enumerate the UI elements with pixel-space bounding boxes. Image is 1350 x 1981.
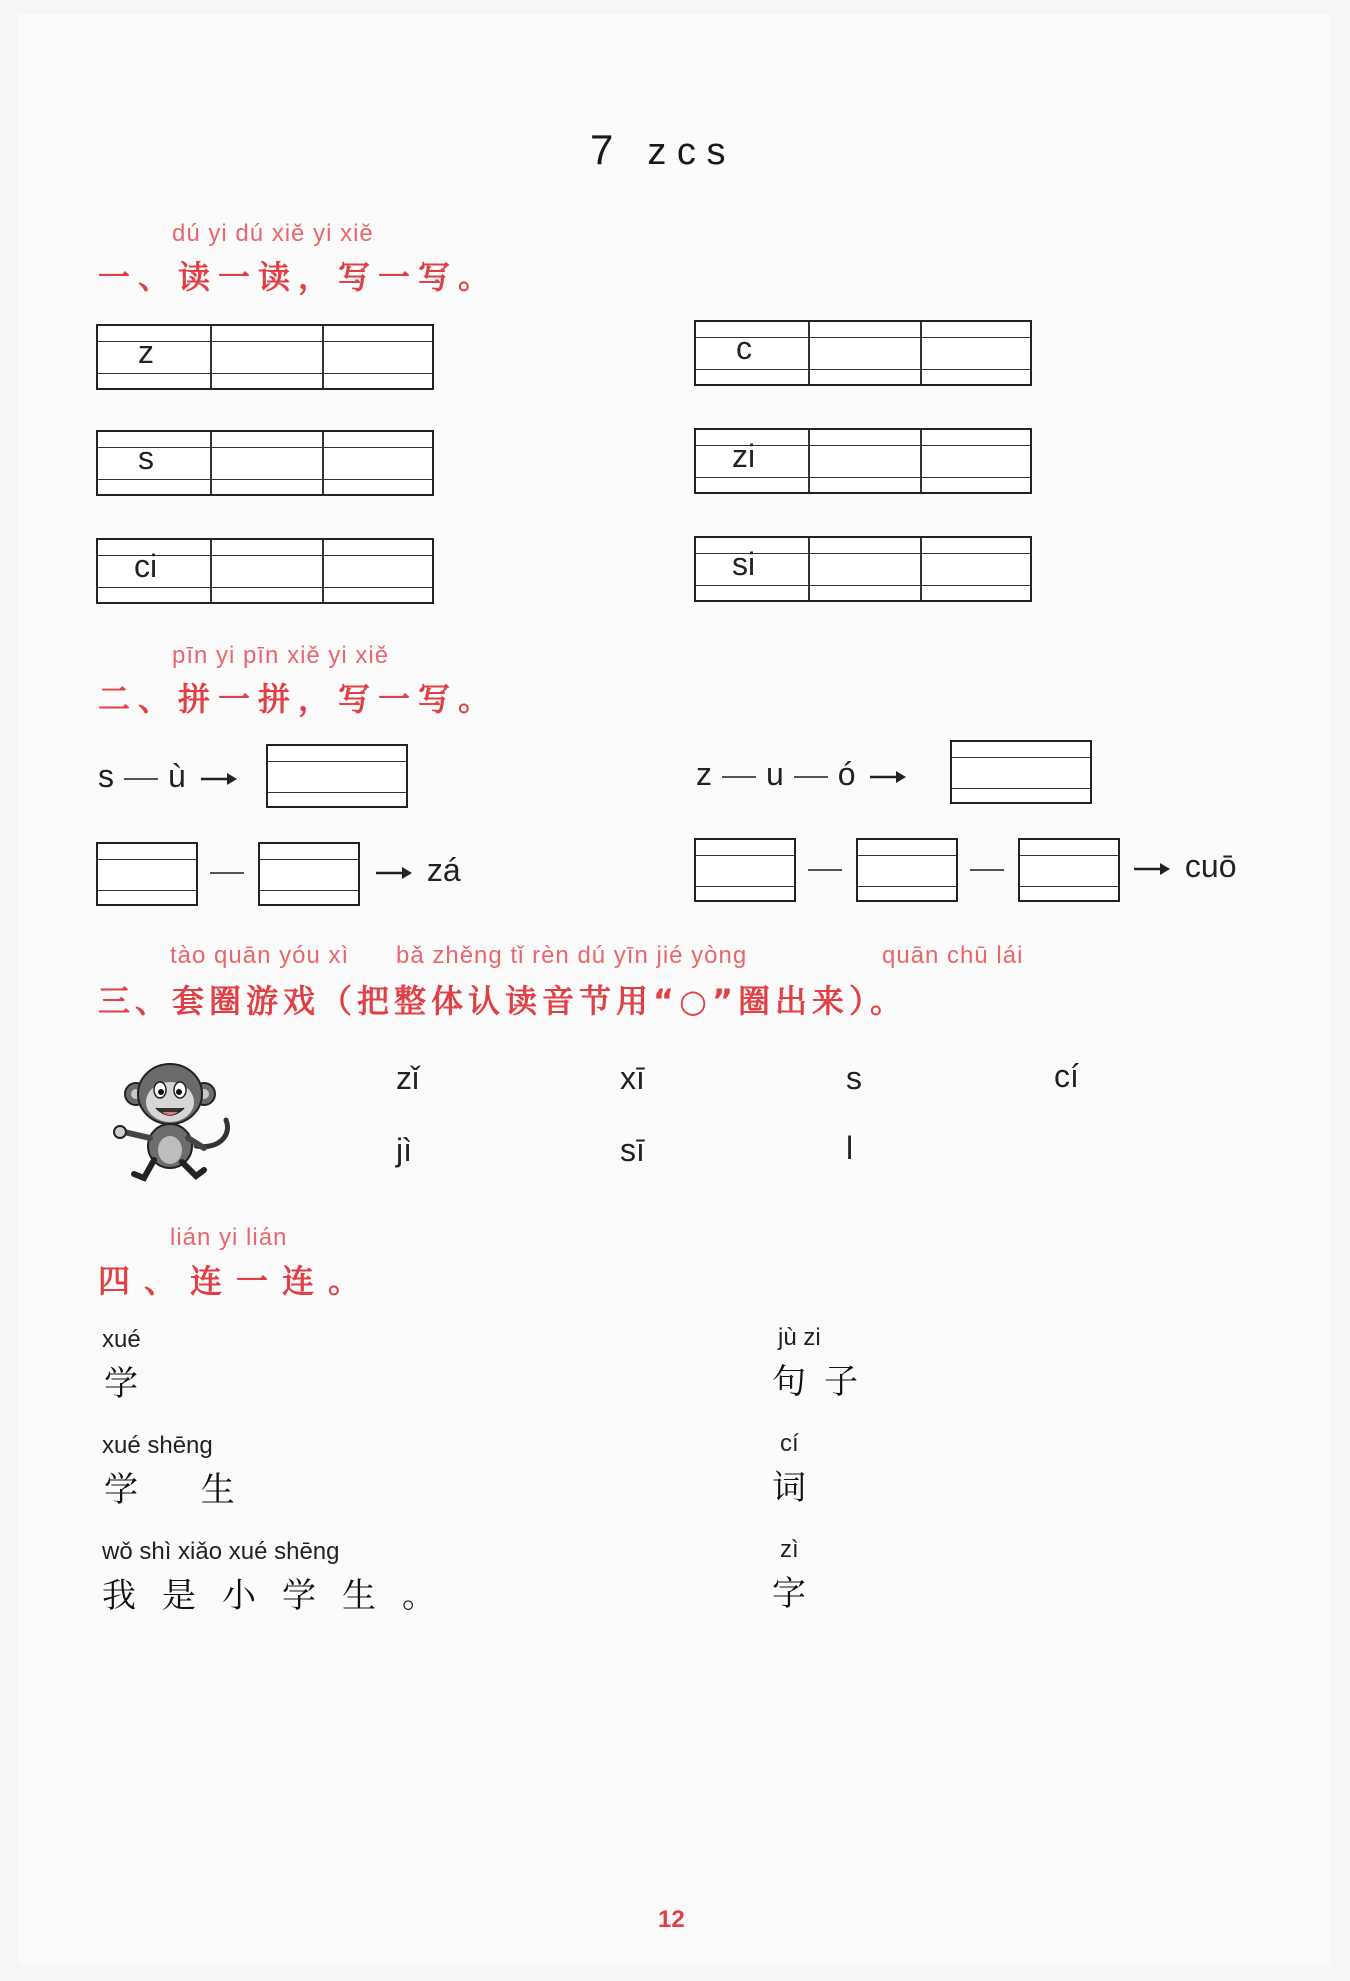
dash bbox=[210, 872, 244, 874]
lesson-number: 7 bbox=[590, 126, 614, 173]
match-right-pinyin-1: jù zi bbox=[778, 1324, 821, 1351]
match-right-han-3[interactable]: 字 bbox=[772, 1574, 820, 1614]
section4-heading: 四、连一连。 bbox=[98, 1262, 375, 1300]
match-right-pinyin-2: cí bbox=[780, 1430, 799, 1457]
syllable-ci2[interactable]: cí bbox=[1054, 1058, 1079, 1094]
section3-pinyin-b: bǎ zhěng tǐ rèn dú yīn jié yòng bbox=[396, 942, 748, 969]
match-left-pinyin-2: xué shēng bbox=[102, 1432, 213, 1459]
spell-final: ù bbox=[168, 758, 186, 794]
section3-pinyin-c: quān chū lái bbox=[882, 942, 1024, 969]
match-left-han-3[interactable]: 我是小学生。 bbox=[102, 1576, 462, 1616]
spell-medial: u bbox=[766, 756, 784, 792]
dash bbox=[722, 776, 756, 778]
spell-row1-left bbox=[98, 758, 243, 795]
grid-prefill: zi bbox=[732, 438, 756, 474]
arrow-right-icon bbox=[1134, 862, 1170, 876]
result-syllable: cuō bbox=[1184, 848, 1237, 884]
section4-pinyin: lián yi lián bbox=[170, 1224, 288, 1251]
answer-box-su[interactable] bbox=[266, 744, 408, 808]
grid-prefill: z bbox=[138, 334, 154, 370]
syllable-zi3[interactable]: zǐ bbox=[396, 1060, 420, 1096]
writing-grid-s[interactable] bbox=[96, 430, 434, 496]
monkey-illustration bbox=[100, 1050, 240, 1190]
result-syllable: zá bbox=[426, 852, 461, 888]
match-left-han-2[interactable]: 学 生 bbox=[104, 1470, 261, 1510]
page-number: 12 bbox=[658, 1906, 685, 1933]
section1-heading: 一、读一读，写一写。 bbox=[98, 258, 499, 296]
section2-pinyin: pīn yi pīn xiě yi xiě bbox=[172, 642, 390, 669]
match-left-pinyin-1: xué bbox=[102, 1326, 141, 1353]
arrow-right-icon bbox=[201, 772, 237, 786]
match-right-han-1[interactable]: 句子 bbox=[772, 1362, 876, 1402]
grid-prefill: s bbox=[138, 440, 154, 476]
match-right-pinyin-3: zì bbox=[780, 1536, 799, 1563]
dash bbox=[970, 869, 1004, 871]
section3-pinyin-a: tào quān yóu xì bbox=[170, 942, 350, 969]
spell-initial: z bbox=[696, 756, 712, 792]
answer-box-za-initial[interactable] bbox=[96, 842, 198, 906]
writing-grid-si[interactable] bbox=[694, 536, 1032, 602]
syllable-xi1[interactable]: xī bbox=[620, 1060, 645, 1096]
section3-heading: 三、套圈游戏（把整体认读音节用“○”圈出来）。 bbox=[98, 982, 907, 1020]
answer-box-cuo-medial[interactable] bbox=[856, 838, 958, 902]
spell-final: ó bbox=[837, 756, 856, 792]
spell-initial: s bbox=[98, 758, 114, 794]
answer-box-za-final[interactable] bbox=[258, 842, 360, 906]
answer-box-cuo-final[interactable] bbox=[1018, 838, 1120, 902]
answer-box-cuo-initial[interactable] bbox=[694, 838, 796, 902]
match-left-pinyin-3: wǒ shì xiǎo xué shēng bbox=[102, 1538, 340, 1565]
dash bbox=[124, 778, 158, 780]
match-right-han-2[interactable]: 词 bbox=[772, 1468, 820, 1508]
spell-row2-left-result bbox=[370, 852, 461, 889]
section2-heading: 二、拼一拼，写一写。 bbox=[98, 680, 499, 718]
match-left-han-1[interactable]: 学 bbox=[104, 1364, 152, 1404]
syllable-si1[interactable]: sī bbox=[620, 1132, 645, 1168]
lesson-title bbox=[590, 126, 725, 174]
writing-grid-c[interactable] bbox=[694, 320, 1032, 386]
syllable-ji4[interactable]: jì bbox=[396, 1132, 412, 1168]
syllable-s[interactable]: s bbox=[846, 1060, 862, 1096]
spell-row2-right-result bbox=[1128, 848, 1236, 885]
section1-pinyin: dú yi dú xiě yi xiě bbox=[172, 220, 374, 247]
dash bbox=[808, 869, 842, 871]
grid-prefill: c bbox=[736, 330, 752, 366]
grid-prefill: ci bbox=[134, 548, 158, 584]
grid-prefill: si bbox=[732, 546, 756, 582]
arrow-right-icon bbox=[870, 770, 906, 784]
dash bbox=[794, 776, 828, 778]
syllable-l[interactable]: l bbox=[846, 1130, 854, 1166]
answer-box-zuo[interactable] bbox=[950, 740, 1092, 804]
spell-row1-right bbox=[696, 756, 912, 793]
arrow-right-icon bbox=[376, 866, 412, 880]
writing-grid-ci[interactable] bbox=[96, 538, 434, 604]
lesson-letters: z c s bbox=[647, 131, 726, 173]
writing-grid-zi[interactable] bbox=[694, 428, 1032, 494]
writing-grid-z[interactable] bbox=[96, 324, 434, 390]
